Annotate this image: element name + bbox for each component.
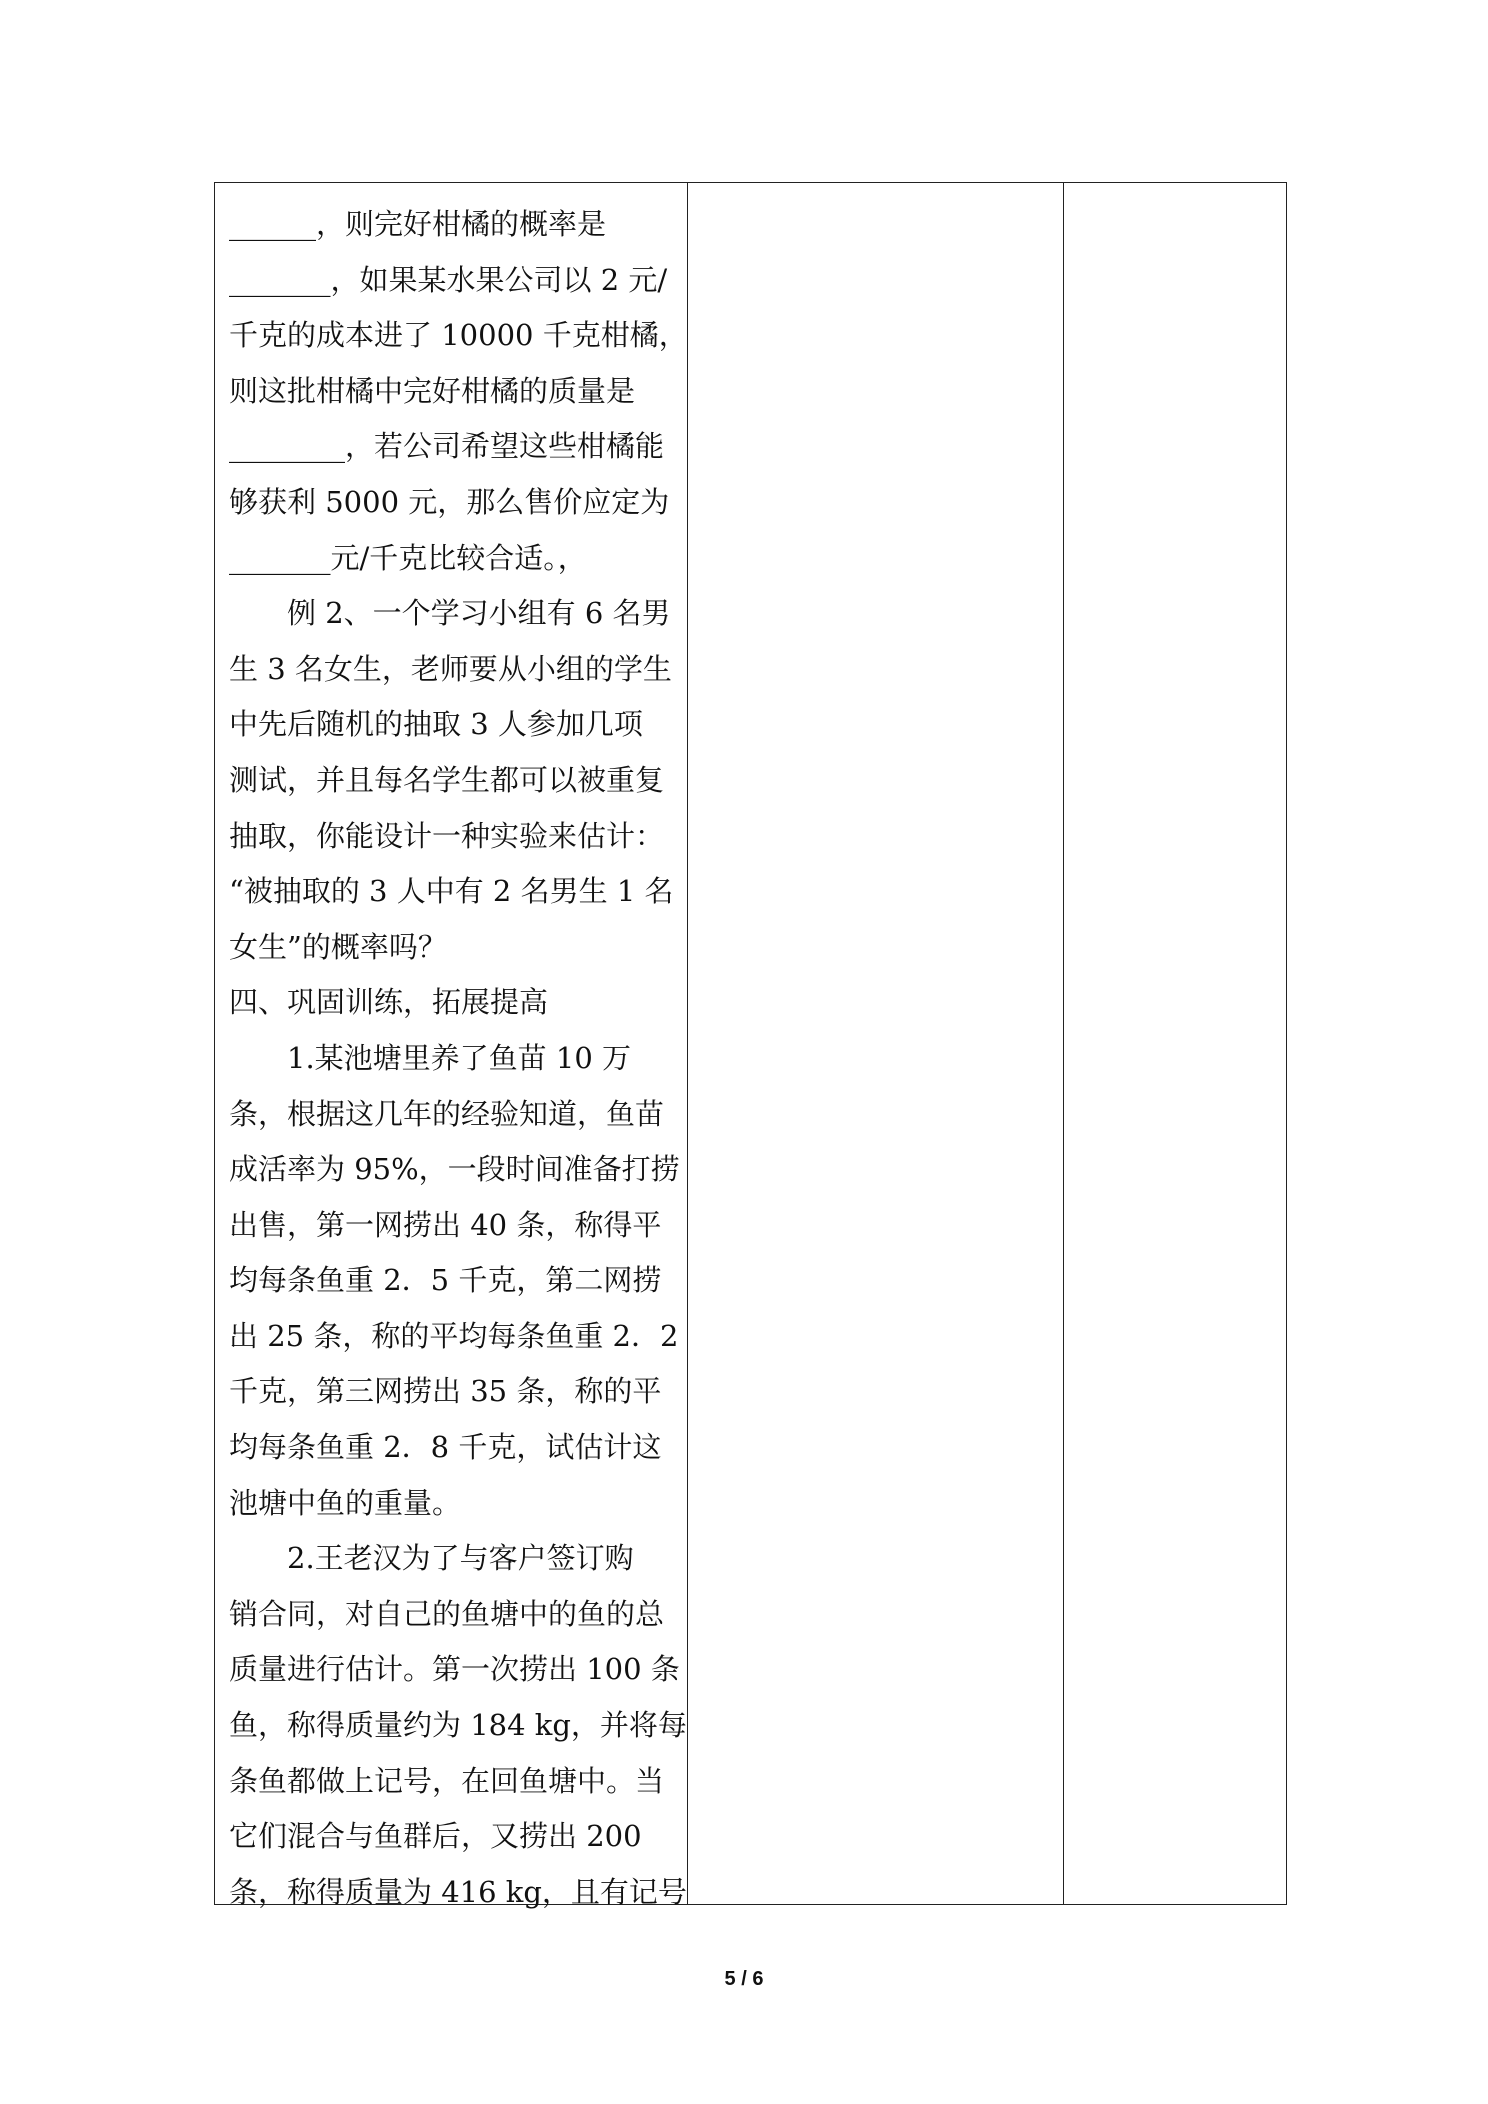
column-divider [1063,183,1064,1904]
text-line: 测试，并且每名学生都可以被重复 [229,762,665,797]
text-line: 销合同，对自己的鱼塘中的鱼的总 [229,1596,665,1631]
text-line: 条，称得质量为 416 kg，且有记号 [229,1874,687,1909]
text-line: 千克，第三网捞出 35 条，称的平 [229,1374,662,1409]
text-line: 抽取，你能设计一种实验来估计： [229,818,665,853]
text-line: 则这批柑橘中完好柑橘的质量是 [229,373,636,408]
text-line: ______，则完好柑橘的概率是 [229,207,607,241]
text-line: 中先后随机的抽取 3 人参加几项 [229,707,643,742]
page-number: 5 / 6 [724,1968,764,1990]
text-line: 千克的成本进了 10000 千克柑橘， [229,318,688,353]
text-line: 够获利 5000 元，那么售价应定为 [229,484,670,519]
text-line: 成活率为 95%，一段时间准备打捞 [229,1152,680,1187]
lesson-table [214,182,1287,1909]
text-line: 出售，第一网捞出 40 条，称得平 [229,1207,662,1242]
text-line: 条，根据这几年的经验知道，鱼苗 [229,1096,665,1131]
text-line: _______元/千克比较合适。， [229,540,587,575]
text-line: ________，若公司希望这些柑橘能 [229,429,665,464]
text-line: 1.某池塘里养了鱼苗 10 万 [287,1040,632,1075]
text-line: 均每条鱼重 2．5 千克，第二网捞 [229,1263,662,1298]
text-line: 鱼，称得质量约为 184 kg，并将每 [229,1708,687,1743]
text-line: 均每条鱼重 2．8 千克，试估计这 [229,1430,662,1465]
text-line: 2.王老汉为了与客户签订购 [287,1541,634,1576]
text-line: “被抽取的 3 人中有 2 名男生 1 名 [229,874,674,909]
text-line: 质量进行估计。第一次捞出 100 条 [229,1652,680,1687]
column-divider [687,183,688,1904]
text-line: 女生”的概率吗？ [229,929,447,964]
text-line: 条鱼都做上记号，在回鱼塘中。当 [229,1763,665,1798]
text-line: 出 25 条，称的平均每条鱼重 2．2 [229,1318,679,1353]
text-line: _______，如果某水果公司以 2 元/ [229,262,668,297]
text-line: 四、巩固训练，拓展提高 [229,985,549,1020]
text-line: 生 3 名女生，老师要从小组的学生 [229,651,672,686]
content-cell [229,197,688,1920]
text-line: 池塘中鱼的重量。 [229,1485,462,1520]
text-line: 它们混合与鱼群后，又捞出 200 [229,1819,642,1854]
text-line: 例 2、一个学习小组有 6 名男 [287,596,671,631]
